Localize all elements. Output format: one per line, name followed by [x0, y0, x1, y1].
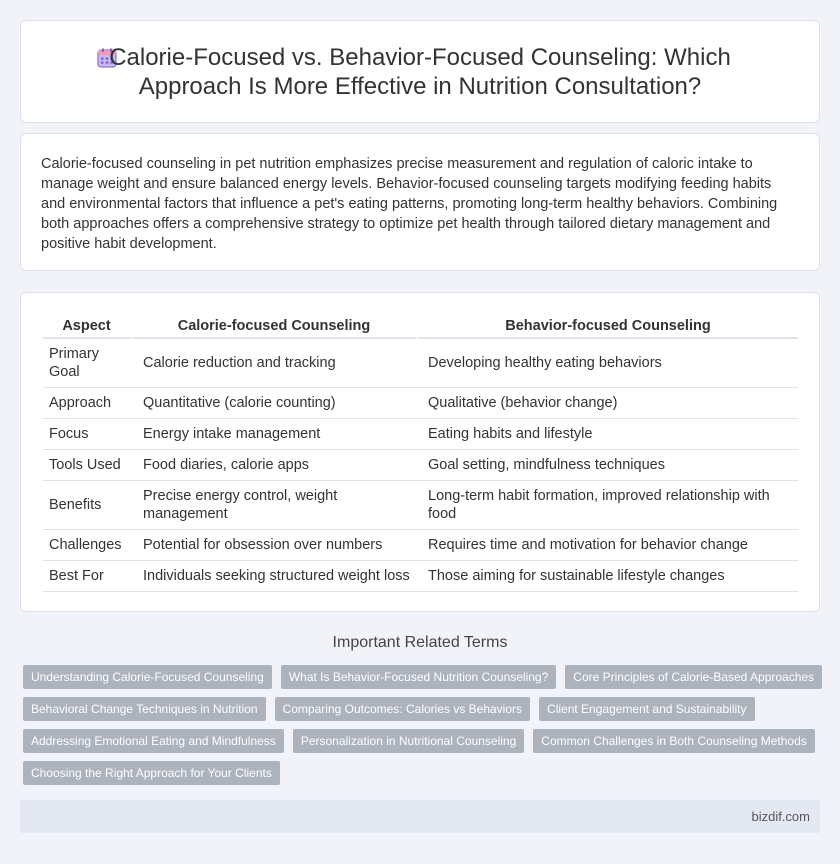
- header-aspect: Aspect: [43, 315, 133, 339]
- cell-behavior: Goal setting, mindfulness techniques: [418, 450, 798, 481]
- table-row: [43, 530, 798, 561]
- related-term-tag[interactable]: Personalization in Nutritional Counseling: [293, 729, 524, 753]
- table-row: [43, 388, 798, 419]
- cell-calorie: Calorie reduction and tracking: [133, 339, 418, 388]
- table-header-row: [43, 315, 798, 339]
- related-term-tag[interactable]: Core Principles of Calorie-Based Approaches: [565, 665, 822, 689]
- cell-behavior: Eating habits and lifestyle: [418, 419, 798, 450]
- intro-paragraph: Calorie-focused counseling in pet nutrition emphasizes precise measurement and regulation of caloric intake to manage weight and ensure balanced energy levels. Behavior-focused counseling targets modifying feeding habits and environmental factors that influence a pet's eating patterns, promoting long-term healthy behaviors. Combining both approaches offers a comprehensive strategy to optimize pet health through tailored dietary management and positive habit development.: [41, 156, 778, 252]
- table-row: [43, 419, 798, 450]
- footer-brand-link[interactable]: bizdif.com: [751, 809, 810, 824]
- related-term-tag[interactable]: Common Challenges in Both Counseling Methods: [533, 729, 814, 753]
- cell-behavior: Long-term habit formation, improved relationship with food: [418, 481, 798, 530]
- cell-behavior: Requires time and motivation for behavior change: [418, 530, 798, 561]
- header-calorie: Calorie-focused Counseling: [133, 315, 418, 339]
- related-term-tag[interactable]: Choosing the Right Approach for Your Clients: [23, 761, 280, 785]
- cell-aspect: Benefits: [43, 481, 133, 530]
- cell-aspect: Challenges: [43, 530, 133, 561]
- cell-calorie: Precise energy control, weight management: [133, 481, 418, 530]
- related-terms-list: [23, 665, 823, 785]
- page-title: Calorie-Focused vs. Behavior-Focused Counseling: Which Approach Is More Effective in Nutrition Consultation?: [109, 43, 731, 100]
- related-term-tag[interactable]: Comparing Outcomes: Calories vs Behaviors: [275, 697, 530, 721]
- related-term-tag[interactable]: Understanding Calorie-Focused Counseling: [23, 665, 272, 689]
- cell-calorie: Individuals seeking structured weight loss: [133, 561, 418, 592]
- header-behavior: Behavior-focused Counseling: [418, 315, 798, 339]
- related-term-tag[interactable]: What Is Behavior-Focused Nutrition Counseling?: [281, 665, 556, 689]
- cell-aspect: Tools Used: [43, 450, 133, 481]
- cell-calorie: Potential for obsession over numbers: [133, 530, 418, 561]
- related-terms-title: Important Related Terms: [332, 634, 508, 651]
- title-card: [20, 20, 820, 123]
- footer: [20, 800, 820, 833]
- table-row: [43, 561, 798, 592]
- related-term-tag[interactable]: Addressing Emotional Eating and Mindfulness: [23, 729, 284, 753]
- comparison-table: [43, 315, 798, 592]
- table-row: [43, 481, 798, 530]
- cell-aspect: Best For: [43, 561, 133, 592]
- cell-behavior: Qualitative (behavior change): [418, 388, 798, 419]
- cell-aspect: Primary Goal: [43, 339, 133, 388]
- intro-card: [20, 133, 820, 271]
- cell-aspect: Approach: [43, 388, 133, 419]
- cell-aspect: Focus: [43, 419, 133, 450]
- table-row: [43, 339, 798, 388]
- cell-calorie: Food diaries, calorie apps: [133, 450, 418, 481]
- table-row: [43, 450, 798, 481]
- related-term-tag[interactable]: Behavioral Change Techniques in Nutrition: [23, 697, 266, 721]
- cell-calorie: Energy intake management: [133, 419, 418, 450]
- cell-behavior: Developing healthy eating behaviors: [418, 339, 798, 388]
- cell-behavior: Those aiming for sustainable lifestyle changes: [418, 561, 798, 592]
- comparison-table-card: [20, 292, 820, 612]
- cell-calorie: Quantitative (calorie counting): [133, 388, 418, 419]
- related-term-tag[interactable]: Client Engagement and Sustainability: [539, 697, 754, 721]
